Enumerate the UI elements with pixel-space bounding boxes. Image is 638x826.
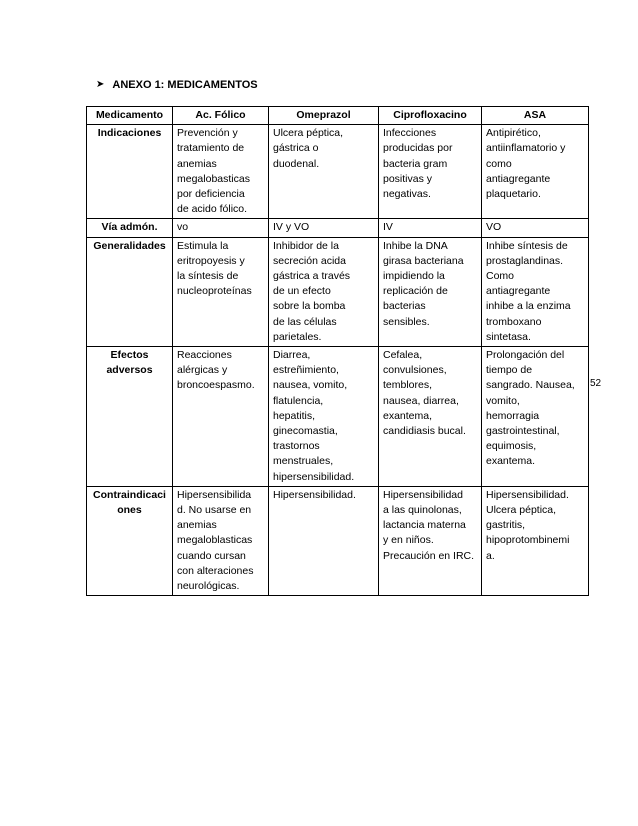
medications-table: [86, 106, 589, 596]
table-cell: Inhibe la DNA girasa bacteriana impidiendo la replicación de bacterias sensibles.: [379, 237, 482, 346]
table-cell: Prevención y tratamiento de anemias megalobasticas por deficiencia de acido fólico.: [173, 125, 269, 219]
table-cell: IV: [379, 219, 482, 237]
column-header-omeprazol: Omeprazol: [269, 107, 379, 125]
table-cell: IV y VO: [269, 219, 379, 237]
page-number: 52: [590, 378, 602, 389]
table-cell: Diarrea, estreñimiento, nausea, vomito, flatulencia, hepatitis, ginecomastia, trastornos menstruales, hipersensibilidad.: [269, 347, 379, 487]
row-header: Contraindicaci ones: [87, 486, 173, 595]
table-cell: VO: [482, 219, 589, 237]
table-cell: Hipersensibilidad.: [269, 486, 379, 595]
column-header-medicamento: Medicamento: [87, 107, 173, 125]
row-header: Generalidades: [87, 237, 173, 346]
table-cell: vo: [173, 219, 269, 237]
table-cell: Prolongación del tiempo de sangrado. Nausea, vomito, hemorragia gastrointestinal, equimosis, exantema.: [482, 347, 589, 487]
table-cell: Estimula la eritropoyesis y la síntesis de nucleoproteínas: [173, 237, 269, 346]
table-cell: Reacciones alérgicas y broncoespasmo.: [173, 347, 269, 487]
table-cell: Inhibidor de la secreción acida gástrica a través de un efecto sobre la bomba de las células parietales.: [269, 237, 379, 346]
table-cell: Hipersensibilida d. No usarse en anemias megaloblasticas cuando cursan con alteraciones neurológicas.: [173, 486, 269, 595]
table-row-indicaciones: [87, 125, 589, 219]
table-header-row: [87, 107, 589, 125]
table-cell: Infecciones producidas por bacteria gram positivas y negativas.: [379, 125, 482, 219]
table-row-efectos-adversos: [87, 347, 589, 487]
row-header: Indicaciones: [87, 125, 173, 219]
column-header-asa: ASA: [482, 107, 589, 125]
table-cell: Cefalea, convulsiones, temblores, nausea, diarrea, exantema, candidiasis bucal.: [379, 347, 482, 487]
table-cell: Inhibe síntesis de prostaglandinas. Como antiagregante inhibe a la enzima tromboxano sintetasa.: [482, 237, 589, 346]
table-row-contraindicaciones: [87, 486, 589, 595]
table-row-via-admon: [87, 219, 589, 237]
section-title: ANEXO 1: MEDICAMENTOS: [112, 79, 258, 91]
row-header: Efectos adversos: [87, 347, 173, 487]
table-row-generalidades: [87, 237, 589, 346]
table-cell: Hipersensibilidad. Ulcera péptica, gastritis, hipoprotombinemi a.: [482, 486, 589, 595]
table-cell: Hipersensibilidad a las quinolonas, lactancia materna y en niños. Precaución en IRC.: [379, 486, 482, 595]
column-header-acido-folico: Ac. Fólico: [173, 107, 269, 125]
row-header: Vía admón.: [87, 219, 173, 237]
column-header-ciprofloxacino: Ciprofloxacino: [379, 107, 482, 125]
table-cell: Ulcera péptica, gástrica o duodenal.: [269, 125, 379, 219]
section-heading: [96, 79, 258, 91]
arrowhead-bullet-icon: ➤: [96, 79, 105, 90]
table-cell: Antipirético, antiinflamatorio y como antiagregante plaquetario.: [482, 125, 589, 219]
